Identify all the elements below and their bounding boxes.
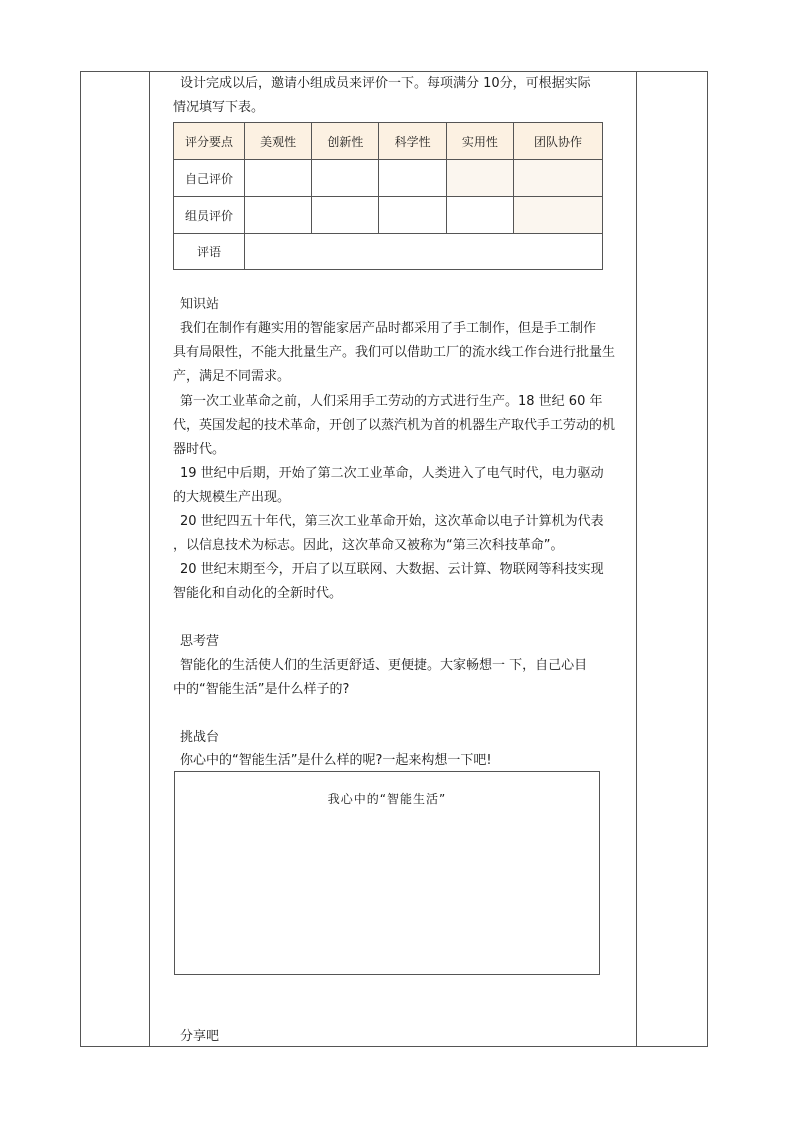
header-cell: 评分要点 [174,123,245,160]
score-cell[interactable] [379,160,446,197]
header-cell: 美观性 [245,123,312,160]
knowledge-title: 知识站 [180,297,220,312]
table-row [174,197,603,234]
challenge-title: 挑战台 [180,730,220,745]
table-row [174,234,603,270]
knowledge-text: 的大规模生产出现。 [173,490,291,505]
knowledge-text: 19 世纪中后期，开始了第二次工业革命，人类进入了电气时代，电力驱动 [180,466,604,481]
header-cell: 团队协作 [513,123,602,160]
row-label: 组员评价 [174,197,245,234]
row-label: 评语 [174,234,245,270]
share-title: 分享吧 [180,1029,220,1044]
header-cell: 实用性 [446,123,513,160]
score-cell[interactable] [245,160,312,197]
table-row [174,160,603,197]
knowledge-text: 智能化和自动化的全新时代。 [173,586,343,601]
challenge-text: 你心中的“智能生活”是什么样的呢?一起来构想一下吧! [180,753,492,768]
header-cell: 创新性 [312,123,379,160]
drawing-box-title: 我心中的“智能生活” [327,792,447,806]
score-cell[interactable] [245,197,312,234]
column-divider-left [149,72,150,1046]
score-cell[interactable] [379,197,446,234]
score-cell[interactable] [513,197,602,234]
think-text: 智能化的生活使人们的生活更舒适、更便捷。大家畅想一 下，自己心目 [180,658,588,673]
intro-line-1: 设计完成以后，邀请小组成员来评价一下。每项满分 10分，可根据实际 [180,76,591,91]
knowledge-text: 产，满足不同需求。 [173,369,291,384]
score-cell[interactable] [446,160,513,197]
knowledge-text: 20 世纪末期至今，开启了以互联网、大数据、云计算、物联网等科技实现 [180,562,604,577]
knowledge-text: ，以信息技术为标志。因此，这次革命又被称为“第三次科技革命”。 [173,538,564,553]
knowledge-text: 第一次工业革命之前，人们采用手工劳动的方式进行生产。18 世纪 60 年 [180,394,603,409]
row-label: 自己评价 [174,160,245,197]
drawing-box[interactable] [174,771,600,975]
think-text: 中的“智能生活”是什么样子的? [173,682,350,697]
score-table-header [174,123,603,160]
header-cell: 科学性 [379,123,446,160]
knowledge-text: 我们在制作有趣实用的智能家居产品时都采用了手工制作，但是手工制作 [180,321,597,336]
score-cell[interactable] [312,197,379,234]
score-cell[interactable] [446,197,513,234]
score-table [173,122,603,270]
knowledge-text: 代，英国发起的技术革命，开创了以蒸汽机为首的机器生产取代手工劳动的机 [173,418,616,433]
knowledge-text: 具有局限性，不能大批量生产。我们可以借助工厂的流水线工作台进行批量生 [173,345,616,360]
intro-line-2: 情况填写下表。 [173,100,265,115]
score-cell[interactable] [513,160,602,197]
think-title: 思考营 [180,634,220,649]
score-cell[interactable] [312,160,379,197]
column-divider-right [636,72,637,1046]
knowledge-text: 20 世纪四五十年代，第三次工业革命开始，这次革命以电子计算机为代表 [180,514,604,529]
knowledge-text: 器时代。 [173,442,226,457]
comment-cell[interactable] [245,234,603,270]
